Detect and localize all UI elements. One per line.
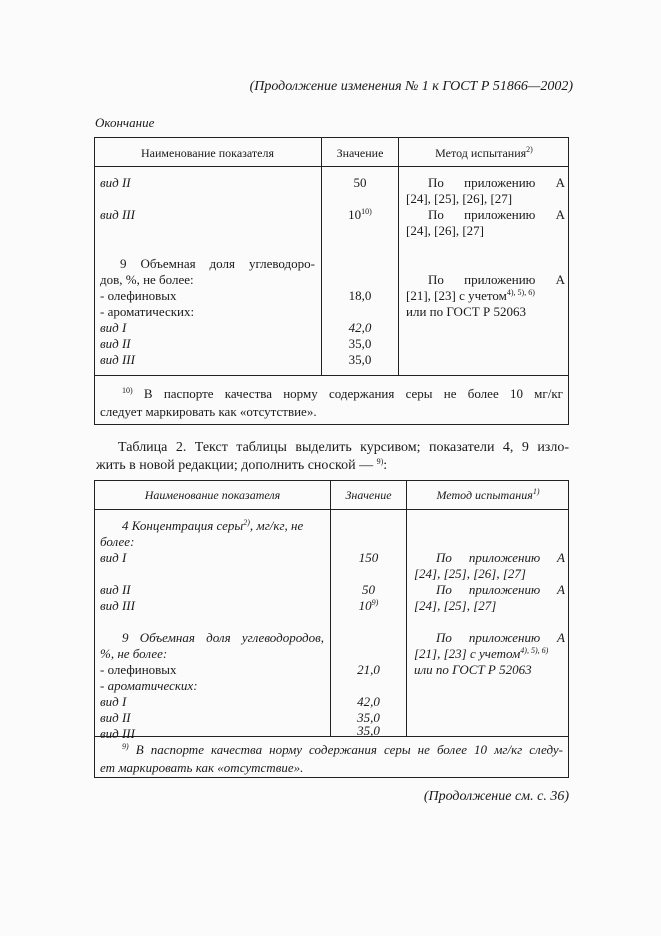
t2-a1: вид I (100, 694, 127, 709)
t1-method-vid3-line2: [24], [26], [27] (406, 223, 484, 238)
t2-a3-value: 35,0 (357, 723, 380, 738)
middle-text-line1: Таблица 2. Текст таблицы выделить курсивом; показатели 4, 9 изло- (118, 440, 569, 455)
t2-a1-value: 42,0 (357, 694, 380, 709)
t2-arom: - ароматических: (100, 678, 198, 693)
t2-v1-value: 150 (358, 550, 379, 565)
t1-method-vid3-line1: По приложению А (428, 207, 565, 222)
table-2-col-divider-2 (406, 480, 407, 736)
t1-p9-method-line1: По приложению А (428, 272, 565, 287)
t2-olef-value: 21,0 (357, 662, 380, 677)
t1-p9-line2: дов, %, не более: (100, 272, 194, 287)
t1-header-method: Метод испытания$^{2)}$ (435, 145, 533, 160)
t2-v2-value: 50 (362, 582, 375, 597)
t2-v3: вид III (100, 598, 135, 613)
t1-footnote-line1: $^{10)}$ В паспорте качества норму содержания серы не более 10 мг/кг (122, 386, 563, 401)
t2-olef: - олефиновых (100, 662, 177, 677)
t1-a1-value: 42,0 (348, 320, 372, 335)
t1-a2-value: 35,0 (348, 336, 372, 351)
t2-p9-method-line1: По приложению А (436, 630, 565, 645)
t1-row-vid3: вид III (100, 207, 135, 222)
t2-v1-method-line2: [24], [25], [26], [27] (414, 566, 526, 581)
t1-arom: - ароматических: (100, 304, 195, 319)
t2-v1: вид I (100, 550, 127, 565)
page-header: (Продолжение изменения № 1 к ГОСТ Р 51866—2002) (249, 79, 573, 94)
t1-value-vid2: 50 (353, 175, 367, 190)
t1-p9-line1: 9 Объемная доля углеводоро- (120, 256, 315, 271)
t2-footnote-line1: $^{9)}$ В паспорте качества норму содержания серы не более 10 мг/кг следу- (122, 742, 563, 757)
t2-v3-value: 10$^{9)}$ (358, 598, 379, 613)
t2-p9-method-line2: [21], [23] с учетом$^{4), 5), 6)}$ (414, 646, 549, 661)
table-1-col-divider-2 (398, 137, 399, 375)
table-1-header-rule (94, 166, 569, 167)
t2-v2-method-line1: По приложению А (436, 582, 565, 597)
t1-method-vid2-line1: По приложению А (428, 175, 565, 190)
t1-p9-method-line2: [21], [23] с учетом$^{4), 5), 6)}$ (406, 288, 535, 303)
t1-p9-method-line3: или по ГОСТ Р 52063 (406, 304, 526, 319)
t2-v1-method-line1: По приложению А (436, 550, 565, 565)
middle-text-line2: жить в новой редакции; дополнить сноской — $^{9)}$: (96, 457, 388, 473)
section-label: Окончание (95, 115, 155, 130)
t2-v2-method-line2: [24], [25], [27] (414, 598, 497, 613)
t2-p9-method-line3: или по ГОСТ Р 52063 (414, 662, 532, 677)
t1-a2: вид II (100, 336, 131, 351)
t1-header-value: Значение (336, 146, 384, 160)
t2-p9-line2: %, не более: (100, 646, 168, 661)
t2-footnote-line2: ет маркировать как «отсутствие». (100, 760, 304, 775)
t2-a3: вид III (100, 726, 135, 741)
table-2-header-rule (94, 509, 569, 510)
t1-footnote-line2: следует маркировать как «отсутствие». (100, 404, 317, 419)
t1-row-vid2: вид II (100, 175, 131, 190)
t2-header-value: Значение (345, 488, 392, 502)
t2-a2-value: 35,0 (357, 710, 380, 725)
t1-value-vid3: 10$^{10)}$ (348, 207, 372, 222)
continued-note: (Продолжение см. с. 36) (423, 789, 569, 804)
table-1-footnote-rule (94, 375, 569, 376)
t1-olef: - олефиновых (100, 288, 177, 303)
t2-header-method: Метод испытания$^{1)}$ (436, 487, 540, 502)
t1-olef-value: 18,0 (348, 288, 372, 303)
t2-p9-line1: 9 Объемная доля углеводородов, (122, 630, 324, 645)
t2-a2: вид II (100, 710, 131, 725)
t1-header-name: Наименование показателя (141, 146, 274, 160)
t1-a3-value: 35,0 (348, 352, 372, 367)
t2-v2: вид II (100, 582, 131, 597)
t2-p4-line2: более: (100, 534, 135, 549)
t2-p4-line1: 4 Концентрация серы$^{2)}$, мг/кг, не (122, 518, 304, 533)
t2-header-name: Наименование показателя (144, 488, 281, 502)
t1-method-vid2-line2: [24], [25], [26], [27] (406, 191, 513, 206)
t1-a3: вид III (100, 352, 135, 367)
t1-a1: вид I (100, 320, 127, 335)
